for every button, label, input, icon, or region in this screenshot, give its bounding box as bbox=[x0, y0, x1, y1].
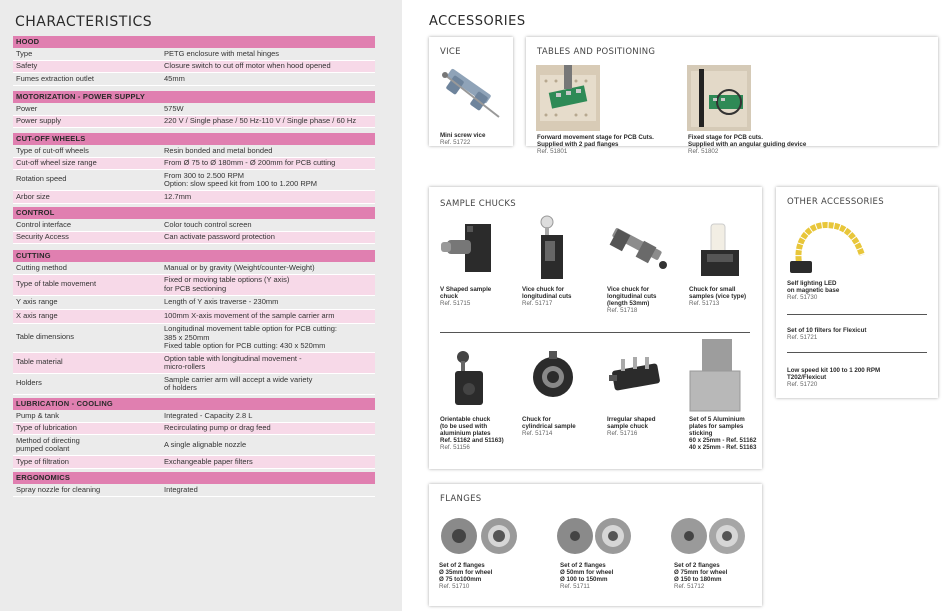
spec-value: Sample carrier arm will accept a wide variety of holders bbox=[164, 374, 313, 392]
section-hood bbox=[13, 36, 375, 86]
spec-value: 100mm X-axis movement of the sample carrier arm bbox=[164, 310, 335, 320]
product-ref: Ref. 51802 bbox=[688, 148, 719, 155]
spec-key: Safety bbox=[16, 61, 38, 70]
spec-value: A single alignable nozzle bbox=[164, 439, 247, 449]
characteristics-panel bbox=[0, 0, 402, 611]
spec-row bbox=[13, 456, 375, 469]
product-ref: Ref. 51716 bbox=[607, 430, 638, 437]
spec-value: Manual or by gravity (Weight/counter-Weight) bbox=[164, 262, 315, 272]
product-ref: Ref. 51711 bbox=[560, 583, 590, 590]
spec-key: Power bbox=[16, 103, 38, 113]
spec-value: PETG enclosure with metal hinges bbox=[164, 48, 280, 58]
spec-key: Cut-off wheel size range bbox=[16, 158, 97, 167]
product-name: Set of 5 Aluminium plates for samples sticking bbox=[689, 416, 745, 437]
spec-key: Pump & tank bbox=[16, 410, 59, 420]
spec-key: Power supply bbox=[16, 116, 62, 125]
product-led-light bbox=[787, 280, 927, 301]
product-irregular-chuck bbox=[607, 416, 682, 437]
spec-key: Type of cut-off wheels bbox=[16, 145, 89, 155]
spec-row bbox=[13, 275, 375, 296]
spec-value: Closure switch to cut off motor when hood opened bbox=[164, 61, 331, 70]
spec-key: Table dimensions bbox=[16, 331, 74, 341]
spec-row bbox=[13, 410, 375, 423]
product-name: Set of 2 flanges Ø 35mm for wheel Ø 75 to100mm bbox=[439, 562, 493, 583]
product-ref: Ref. 51730 bbox=[787, 294, 818, 301]
product-name: Set of 2 flanges Ø 50mm for wheel Ø 100 to 150mm bbox=[560, 562, 614, 583]
spec-row bbox=[13, 310, 375, 324]
spec-row bbox=[13, 324, 375, 354]
spec-key: Type of table movement bbox=[16, 278, 97, 288]
product-v-chuck bbox=[440, 286, 515, 307]
spec-value: Integrated - Capacity 2.8 L bbox=[164, 410, 253, 420]
spec-value: Can activate password protection bbox=[164, 232, 275, 241]
section-header: ERGONOMICS bbox=[13, 472, 375, 484]
vice-title: VICE bbox=[440, 47, 461, 57]
orientable-chuck-icon bbox=[449, 349, 489, 411]
product-flange-35 bbox=[439, 562, 529, 590]
spec-row bbox=[13, 353, 375, 374]
product-name: Mini screw vice bbox=[440, 132, 486, 139]
product-ref: Ref. 51718 bbox=[607, 307, 638, 314]
spec-key: Table material bbox=[16, 357, 63, 366]
product-name: Vice chuck for longitudinal cuts bbox=[522, 286, 572, 300]
spec-key: Type bbox=[16, 48, 33, 58]
led-light-icon bbox=[786, 215, 866, 277]
tables-box bbox=[526, 37, 938, 155]
flange-50-icon bbox=[555, 516, 639, 556]
section-control bbox=[13, 207, 375, 244]
spec-value: Integrated bbox=[164, 484, 198, 494]
product-flange-50 bbox=[560, 562, 650, 590]
spec-row bbox=[13, 191, 375, 204]
spec-key: X axis range bbox=[16, 310, 58, 320]
spec-key: Arbor size bbox=[16, 191, 50, 201]
product-ref: Ref. 51712 bbox=[674, 583, 705, 590]
product-long-vice-chuck bbox=[607, 286, 682, 314]
divider bbox=[787, 352, 927, 353]
spec-row bbox=[13, 116, 375, 129]
section-header: LUBRICATION - COOLING bbox=[13, 398, 375, 410]
product-ref: Ref. 51722 bbox=[440, 139, 471, 146]
section-header: CUT-OFF WHEELS bbox=[13, 133, 375, 145]
spec-value: Fixed or moving table options (Y axis) for PCB sectioning bbox=[164, 275, 290, 293]
spec-row bbox=[13, 435, 375, 456]
product-ref: Ref. 51713 bbox=[689, 300, 720, 307]
product-aluminium-plates bbox=[689, 416, 761, 451]
product-orientable-chuck bbox=[440, 416, 520, 451]
spec-key: Type of lubrication bbox=[16, 423, 77, 432]
spec-key: Method of directing pumped coolant bbox=[16, 435, 80, 453]
spec-row bbox=[13, 262, 375, 275]
product-name: Vice chuck for longitudinal cuts (length 53mm) bbox=[607, 286, 657, 307]
spec-key: Holders bbox=[16, 378, 42, 387]
spec-value: Color touch control screen bbox=[164, 219, 252, 229]
flanges-box bbox=[429, 484, 762, 606]
product-ref: Ref. 51715 bbox=[440, 300, 471, 307]
long-vice-chuck-icon bbox=[607, 221, 671, 273]
product-forward-stage bbox=[537, 134, 687, 155]
spec-value: Option table with longitudinal movement - micro-rollers bbox=[164, 353, 302, 371]
section-motorization bbox=[13, 91, 375, 128]
product-cylindrical-chuck bbox=[522, 416, 597, 437]
product-name: Self lighting LED on magnetic base bbox=[787, 280, 840, 294]
spec-key: Fumes extraction outlet bbox=[16, 73, 94, 83]
product-ref: 60 x 25mm - Ref. 51162 40 x 25mm - Ref. 51163 bbox=[689, 437, 757, 451]
section-cutoff-wheels bbox=[13, 133, 375, 204]
vice-chuck-icon bbox=[533, 215, 573, 281]
section-header: MOTORIZATION - POWER SUPPLY bbox=[13, 91, 375, 103]
product-name: Set of 2 flanges Ø 75mm for wheel Ø 150 to 180mm bbox=[674, 562, 728, 583]
product-ref: Ref. 51714 bbox=[522, 430, 553, 437]
spec-key: Control interface bbox=[16, 219, 72, 229]
other-accessories-box bbox=[776, 187, 938, 398]
spec-row bbox=[13, 232, 375, 245]
section-cutting bbox=[13, 250, 375, 395]
product-small-chuck bbox=[689, 286, 764, 307]
product-low-speed-kit bbox=[787, 367, 932, 388]
spec-row bbox=[13, 61, 375, 74]
characteristics-title: CHARACTERISTICS bbox=[15, 14, 153, 30]
divider bbox=[787, 314, 927, 315]
section-ergonomics bbox=[13, 472, 375, 497]
spec-value: 12.7mm bbox=[164, 191, 192, 201]
product-name: Set of 10 filters for Flexicut bbox=[787, 327, 867, 334]
cylindrical-chuck-icon bbox=[529, 351, 579, 401]
spec-row bbox=[13, 73, 375, 86]
product-filters bbox=[787, 327, 932, 341]
spec-row bbox=[13, 423, 375, 436]
product-fixed-stage bbox=[688, 134, 888, 155]
product-name: Irregular shaped sample chuck bbox=[607, 416, 656, 430]
product-name: Forward movement stage for PCB Cuts. Supplied with 2 pad flanges bbox=[537, 134, 654, 148]
product-ref: Ref. 51720 bbox=[787, 381, 818, 388]
spec-value: 220 V / Single phase / 50 Hz-110 V / Single phase / 60 Hz bbox=[164, 116, 357, 125]
aluminium-plates-icon bbox=[688, 337, 746, 413]
fixed-stage-icon bbox=[687, 65, 751, 131]
product-ref: Ref. 51721 bbox=[787, 334, 818, 341]
flange-35-icon bbox=[439, 516, 523, 556]
flanges-title: FLANGES bbox=[440, 494, 482, 504]
vice-box bbox=[429, 37, 513, 146]
spec-row bbox=[13, 103, 375, 116]
small-chuck-icon bbox=[697, 220, 743, 278]
product-name: Orientable chuck (to be used with aluminium plates Ref. 51162 and 51163) bbox=[440, 416, 504, 444]
product-ref: Ref. 51156 bbox=[440, 444, 470, 451]
spec-value: Length of Y axis traverse - 230mm bbox=[164, 296, 279, 306]
product-flange-75 bbox=[674, 562, 759, 590]
product-name: Low speed kit 100 to 1 200 RPM T202/Flexicut bbox=[787, 367, 881, 381]
spec-value: Resin bonded and metal bonded bbox=[164, 145, 273, 155]
spec-row bbox=[13, 158, 375, 171]
product-mini-screw-vice bbox=[440, 132, 510, 146]
mini-screw-vice-icon bbox=[437, 67, 507, 129]
spec-row bbox=[13, 170, 375, 191]
spec-row bbox=[13, 374, 375, 395]
product-name: V Shaped sample chuck bbox=[440, 286, 492, 300]
product-name: Chuck for small samples (vice type) bbox=[689, 286, 747, 300]
sample-chucks-title: SAMPLE CHUCKS bbox=[440, 199, 516, 209]
spec-key: Type of filtration bbox=[16, 456, 69, 466]
spec-value: 575W bbox=[164, 103, 184, 113]
divider bbox=[440, 332, 750, 333]
spec-key: Cutting method bbox=[16, 262, 67, 272]
accessories-title: ACCESSORIES bbox=[429, 14, 526, 29]
spec-row bbox=[13, 296, 375, 310]
other-accessories-title: OTHER ACCESSORIES bbox=[787, 197, 884, 207]
spec-row bbox=[13, 219, 375, 232]
spec-value: Recirculating pump or drag feed bbox=[164, 423, 271, 432]
flange-75-icon bbox=[669, 516, 753, 556]
spec-value: Longitudinal movement table option for PCB cutting: 385 x 250mm Fixed table option for PCB cutting: 430 x 520mm bbox=[164, 324, 338, 350]
product-ref: Ref. 51710 bbox=[439, 583, 470, 590]
spec-key: Security Access bbox=[16, 232, 69, 241]
section-lubrication bbox=[13, 398, 375, 469]
sample-chucks-box bbox=[429, 187, 762, 469]
product-name: Fixed stage for PCB cuts. Supplied with an angular guiding device bbox=[688, 134, 807, 148]
spec-key: Spray nozzle for cleaning bbox=[16, 484, 101, 494]
spec-key: Rotation speed bbox=[16, 174, 67, 183]
v-chuck-icon bbox=[441, 220, 495, 278]
spec-row bbox=[13, 145, 375, 158]
irregular-chuck-icon bbox=[609, 357, 667, 397]
spec-value: From Ø 75 to Ø 180mm - Ø 200mm for PCB cutting bbox=[164, 158, 336, 167]
product-ref: Ref. 51801 bbox=[537, 148, 568, 155]
product-vice-chuck bbox=[522, 286, 597, 307]
section-header: CONTROL bbox=[13, 207, 375, 219]
spec-row bbox=[13, 48, 375, 61]
tables-title: TABLES AND POSITIONING bbox=[537, 47, 656, 57]
spec-key: Y axis range bbox=[16, 296, 58, 306]
product-name: Chuck for cylindrical sample bbox=[522, 416, 576, 430]
spec-value: 45mm bbox=[164, 73, 185, 83]
section-header: CUTTING bbox=[13, 250, 375, 262]
spec-value: From 300 to 2.500 RPM Option: slow speed kit from 100 to 1.200 RPM bbox=[164, 170, 317, 188]
spec-value: Exchangeable paper filters bbox=[164, 456, 253, 466]
spec-row bbox=[13, 484, 375, 497]
product-ref: Ref. 51717 bbox=[522, 300, 553, 307]
forward-stage-icon bbox=[536, 65, 600, 131]
section-header: HOOD bbox=[13, 36, 375, 48]
